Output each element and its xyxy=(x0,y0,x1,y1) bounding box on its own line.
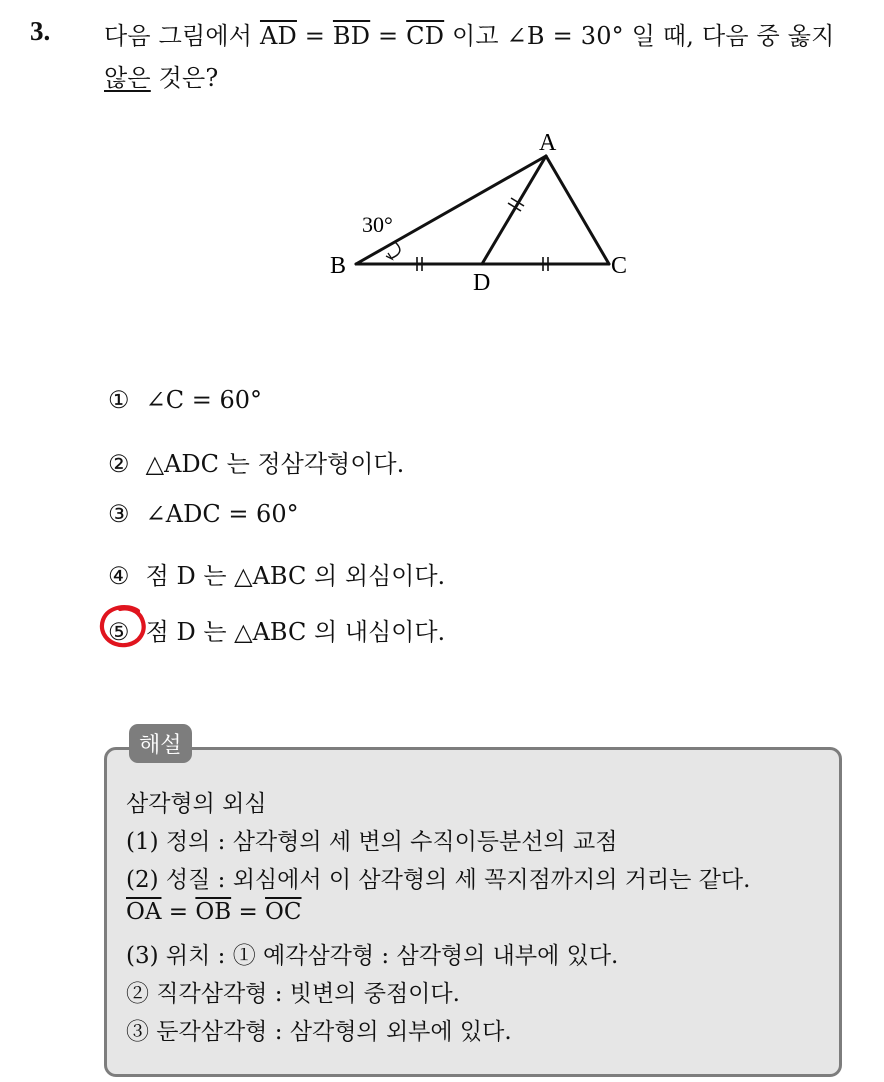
segment-cd: $\overline{CD}$ xyxy=(406,22,445,50)
segment-oc: $\overline{OC}$ xyxy=(265,899,302,925)
choice-1[interactable] xyxy=(108,386,262,414)
vertex-b-label: B xyxy=(330,253,347,279)
choice-number: ① xyxy=(108,386,130,414)
equals-sign: = xyxy=(161,899,196,925)
segment-oa: $\overline{OA}$ xyxy=(126,899,162,925)
segment-ob: $\overline{OB}$ xyxy=(195,899,232,925)
equal-tick-marks xyxy=(417,198,548,271)
explanation-position: (3) 위치 : ① 예각삼각형 : 삼각형의 내부에 있다. xyxy=(126,943,619,969)
triangle-figure xyxy=(320,118,650,298)
choice-text: △ADC 는 정삼각형이다. xyxy=(145,450,405,478)
emphasis-not: 않은 xyxy=(104,64,151,92)
explanation-equation xyxy=(126,899,302,925)
choice-text: ∠ADC = 60° xyxy=(145,500,299,528)
explanation-title: 삼각형의 외심 xyxy=(126,791,267,817)
choice-number: ④ xyxy=(108,562,130,590)
choice-3[interactable] xyxy=(108,500,299,528)
explanation-property: (2) 성질 : 외심에서 이 삼각형의 세 꼭지점까지의 거리는 같다. xyxy=(126,867,751,893)
angle-arrow-icon xyxy=(386,253,392,259)
choice-4[interactable] xyxy=(108,556,445,591)
vertex-a-label: A xyxy=(539,130,557,156)
equals-sign: = xyxy=(231,899,266,925)
segment-ad: $\overline{AD}$ xyxy=(259,22,297,50)
side-ab xyxy=(356,156,546,264)
choice-number: ② xyxy=(108,450,130,478)
question-number: 3. xyxy=(30,16,51,46)
answer-circle-mark xyxy=(98,603,150,651)
explanation-definition: (1) 정의 : 삼각형의 세 변의 수직이등분선의 교점 xyxy=(126,829,618,855)
question-intro: 다음 그림에서 xyxy=(104,22,260,50)
question-ending: 것은? xyxy=(150,64,219,92)
point-d-label: D xyxy=(473,270,491,296)
question-text-line1 xyxy=(104,16,835,51)
question-text-line2 xyxy=(104,58,218,93)
equals-sign: = xyxy=(370,22,407,50)
segment-bd: $\overline{BD}$ xyxy=(332,22,371,50)
choice-text: 점 D 는 △ABC 의 내심이다. xyxy=(145,618,446,646)
choice-text: ∠C = 60° xyxy=(145,386,263,414)
explanation-right-triangle: ② 직각삼각형 : 빗변의 중점이다. xyxy=(126,981,460,1007)
equals-sign: = xyxy=(296,22,333,50)
choice-text: 점 D 는 △ABC 의 외심이다. xyxy=(145,562,446,590)
choice-5[interactable] xyxy=(108,612,445,647)
angle-label: 30° xyxy=(362,212,393,237)
vertex-c-label: C xyxy=(611,253,628,279)
explanation-tab: 해설 xyxy=(129,724,192,763)
choice-2[interactable] xyxy=(108,444,404,479)
choice-number: ⑤ xyxy=(108,618,130,646)
choice-number: ③ xyxy=(108,500,130,528)
question-condition: 이고 ∠B = 30° 일 때, 다음 중 옳지 xyxy=(444,22,835,50)
explanation-obtuse-triangle: ③ 둔각삼각형 : 삼각형의 외부에 있다. xyxy=(126,1019,512,1045)
segment-ad-line xyxy=(482,156,546,264)
side-ac xyxy=(546,156,609,264)
